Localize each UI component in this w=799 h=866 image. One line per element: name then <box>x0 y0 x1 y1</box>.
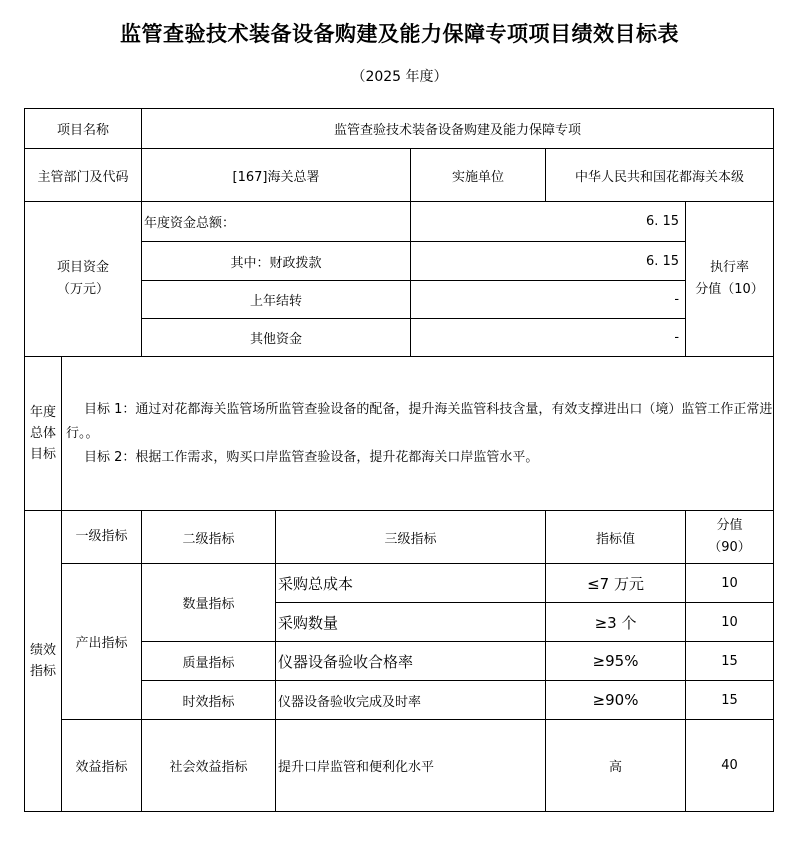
funds-fiscal-label: 其中：财政拨款 <box>142 242 411 281</box>
goal-1: 目标 1：通过对花都海关监管场所监管查验设备的配备，提升海关监管科技含量，有效支撑进出口（境）监管工作正常进行。。 <box>66 401 773 441</box>
indicator-value: ≤7 万元 <box>546 564 686 603</box>
quality-indicator-label: 质量指标 <box>142 642 276 681</box>
level3-header: 三级指标 <box>276 511 546 564</box>
indicator-score: 10 <box>686 564 774 603</box>
funds-other-value: - <box>411 319 686 357</box>
indicator-value: 高 <box>546 720 686 812</box>
indicator-row <box>25 720 774 812</box>
execution-rate-score <box>686 202 774 357</box>
page-subtitle: （2025 年度） <box>351 69 448 85</box>
annual-goals-label: 年度总体目标 <box>25 357 62 511</box>
funds-label-line1: 项目资金 <box>57 260 110 275</box>
indicator-row <box>25 564 774 603</box>
annual-goals-row <box>25 357 774 511</box>
timeliness-indicator-label: 时效指标 <box>142 681 276 720</box>
project-name-row <box>25 109 774 149</box>
indicator-score: 15 <box>686 681 774 720</box>
score-header-line1: 分值 <box>716 518 743 533</box>
indicator-header-row <box>25 511 774 564</box>
indicator-value: ≥90% <box>546 681 686 720</box>
indicator-score: 15 <box>686 642 774 681</box>
funds-carryover-value: - <box>411 281 686 319</box>
page-title: 监管查验技术装备设备购建及能力保障专项项目绩效目标表 <box>120 22 679 46</box>
performance-indicators-label: 绩效指标 <box>25 511 62 812</box>
level1-header: 一级指标 <box>62 511 142 564</box>
project-name-value: 监管查验技术装备设备购建及能力保障专项 <box>142 109 774 149</box>
indicator-name: 提升口岸监管和便利化水平 <box>276 720 546 812</box>
indicator-name: 仪器设备验收合格率 <box>276 642 546 681</box>
output-indicator-label: 产出指标 <box>62 564 142 720</box>
funds-label <box>25 202 142 357</box>
level2-header: 二级指标 <box>142 511 276 564</box>
execution-rate-line1: 执行率 <box>710 260 750 275</box>
indicator-name: 仪器设备验收完成及时率 <box>276 681 546 720</box>
funds-total-value: 6. 15 <box>411 202 686 242</box>
funds-other-label: 其他资金 <box>142 319 411 357</box>
indicator-value: ≥95% <box>546 642 686 681</box>
benefit-indicator-label: 效益指标 <box>62 720 142 812</box>
indicator-value: ≥3 个 <box>546 603 686 642</box>
execution-rate-line2: 分值（10） <box>695 282 764 297</box>
indicator-score: 10 <box>686 603 774 642</box>
quantity-indicator-label: 数量指标 <box>142 564 276 642</box>
funds-fiscal-value: 6. 15 <box>411 242 686 281</box>
department-row <box>25 149 774 202</box>
goal-2: 目标 2：根据工作需求，购买口岸监管查验设备，提升花都海关口岸监管水平。 <box>84 449 539 465</box>
department-label: 主管部门及代码 <box>25 149 142 202</box>
project-name-label: 项目名称 <box>25 109 142 149</box>
annual-goals-content <box>62 357 774 511</box>
score-header-line2: （90） <box>708 540 751 555</box>
indicator-value-header: 指标值 <box>546 511 686 564</box>
implementing-unit-value: 中华人民共和国花都海关本级 <box>546 149 774 202</box>
funds-total-row <box>25 202 774 242</box>
department-value: [167]海关总署 <box>142 149 411 202</box>
funds-label-line2: （万元） <box>57 282 110 297</box>
funds-carryover-label: 上年结转 <box>142 281 411 319</box>
performance-table <box>24 108 774 812</box>
funds-total-label: 年度资金总额： <box>142 202 411 242</box>
indicator-name: 采购总成本 <box>276 564 546 603</box>
implementing-unit-label: 实施单位 <box>411 149 546 202</box>
social-benefit-indicator-label: 社会效益指标 <box>142 720 276 812</box>
indicator-score: 40 <box>686 720 774 812</box>
score-header <box>686 511 774 564</box>
indicator-name: 采购数量 <box>276 603 546 642</box>
